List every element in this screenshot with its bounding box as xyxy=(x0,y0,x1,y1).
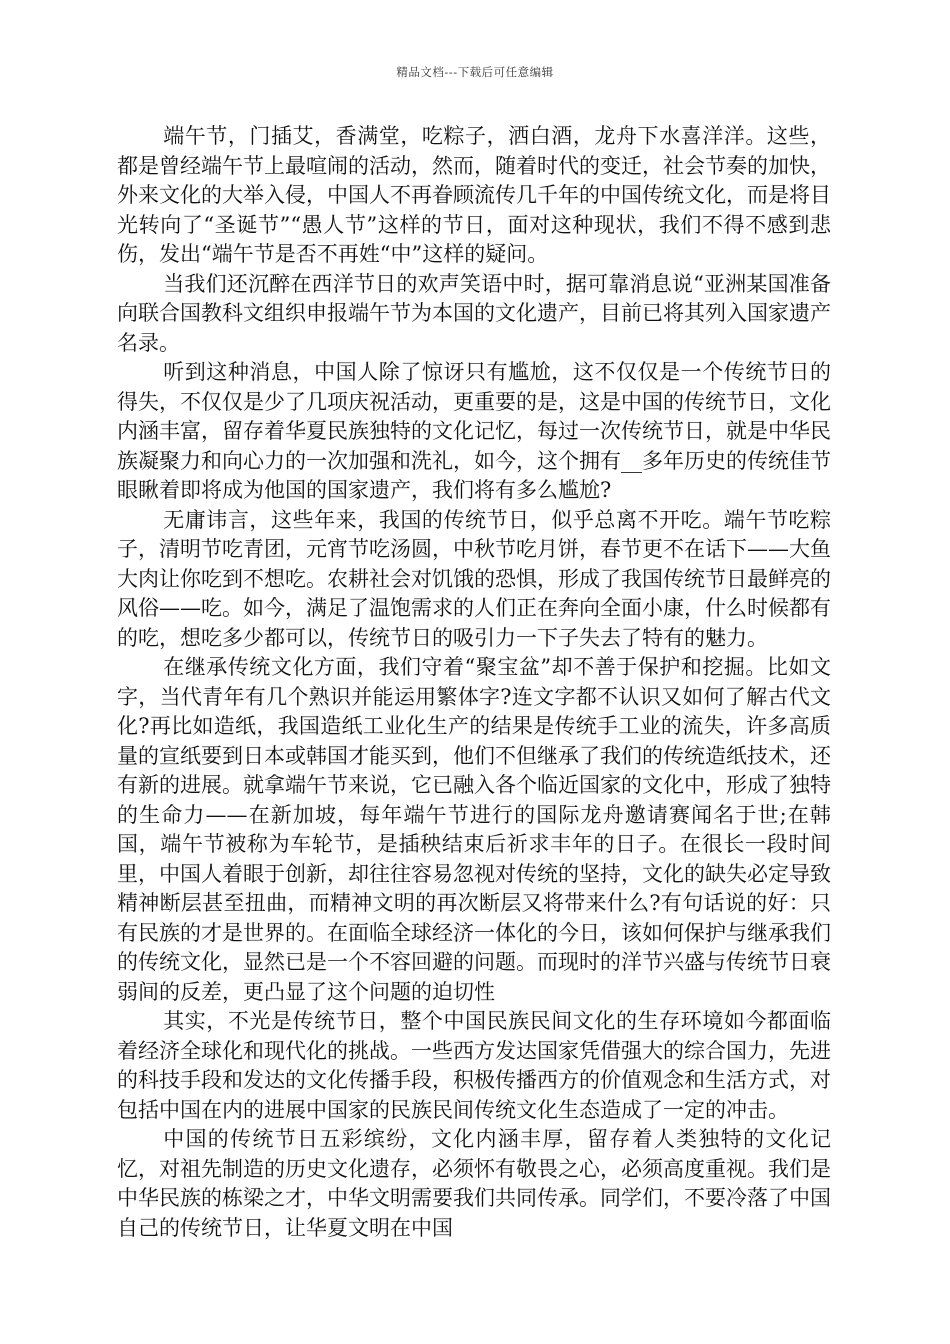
paragraph: 中国的传统节日五彩缤纷，文化内涵丰厚，留存着人类独特的文化记忆，对祖先制造的历史文化遗存，必须怀有敬畏之心，必须高度重视。我们是中华民族的栋梁之才，中华文明需要我们共同传承。同学们，不要冷落了中国自己的传统节日，让华夏文明在中国 xyxy=(117,1127,831,1240)
paragraph: 当我们还沉醉在西洋节日的欢声笑语中时，据可靠消息说“亚洲某国准备向联合国教科文组织申报端午节为本国的文化遗产，目前已将其列入国家遗产名录。 xyxy=(117,271,831,355)
paragraph: 在继承传统文化方面，我们守着“聚宝盆”却不善于保护和挖掘。比如文字，当代青年有几个熟识并能运用繁体字?连文字都不认识又如何了解古代文化?再比如造纸，我国造纸工业化生产的结果是传统手工业的流失，许多高质量的宣纸要到日本或韩国才能买到，他们不但继承了我们的传统造纸技术，还有新的进展。就拿端午节来说，它已融入各个临近国家的文化中，形成了独特的生命力——在新加坡，每年端午节进行的国际龙舟邀请赛闻名于世;在韩国，端午节被称为车轮节，是插秧结束后祈求丰年的日子。在很长一段时间里，中国人着眼于创新，却往往容易忽视对传统的坚持，文化的缺失必定导致精神断层甚至扭曲，而精神文明的再次断层又将带来什么?有句话说的好：只有民族的才是世界的。在面临全球经济一体化的今日，该如何保护与继承我们的传统文化，显然已是一个不容回避的问题。而现时的洋节兴盛与传统节日衰弱间的反差，更凸显了这个问题的迫切性 xyxy=(117,655,831,1004)
paragraph: 听到这种消息，中国人除了惊讶只有尴尬，这不仅仅是一个传统节日的得失，不仅仅是少了几项庆祝活动，更重要的是，这是中国的传统节日，文化内涵丰富，留存着华夏民族独特的文化记忆，每过一次传统节日，就是中华民族凝聚力和向心力的一次加强和洗礼，如今，这个拥有__多年历史的传统佳节眼瞅着即将成为他国的国家遗产，我们将有多么尴尬? xyxy=(117,360,831,502)
article-body xyxy=(117,122,831,1243)
paragraph: 无庸讳言，这些年来，我国的传统节日，似乎总离不开吃。端午节吃粽子，清明节吃青团，元宵节吃汤圆，中秋节吃月饼，春节更不在话下——大鱼大肉让你吃到不想吃。农耕社会对饥饿的恐惧，形成了我国传统节日最鲜亮的风俗——吃。如今，满足了温饱需求的人们正在奔向全面小康，什么时候都有的吃，想吃多少都可以，传统节日的吸引力一下子失去了特有的魅力。 xyxy=(117,507,831,650)
page-header: 精品文档---下载后可任意编辑 xyxy=(396,65,554,79)
paragraph: 其实，不光是传统节日，整个中国民族民间文化的生存环境如今都面临着经济全球化和现代化的挑战。一些西方发达国家凭借强大的综合国力，先进的科技手段和发达的文化传播手段，积极传播西方的价值观念和生活方式，对包括中国在内的进展中国家的民族民间传统文化生态造成了一定的冲击。 xyxy=(117,1009,831,1122)
paragraph: 端午节，门插艾，香满堂，吃粽子，洒白酒，龙舟下水喜洋洋。这些，都是曾经端午节上最喧闹的活动，然而，随着时代的变迁，社会节奏的加快，外来文化的大举入侵，中国人不再眷顾流传几千年的中国传统文化，而是将目光转向了“圣诞节”“愚人节”这样的节日，面对这种现状，我们不得不感到悲伤，发出“端午节是否不再姓“中”这样的疑问。 xyxy=(117,124,831,266)
